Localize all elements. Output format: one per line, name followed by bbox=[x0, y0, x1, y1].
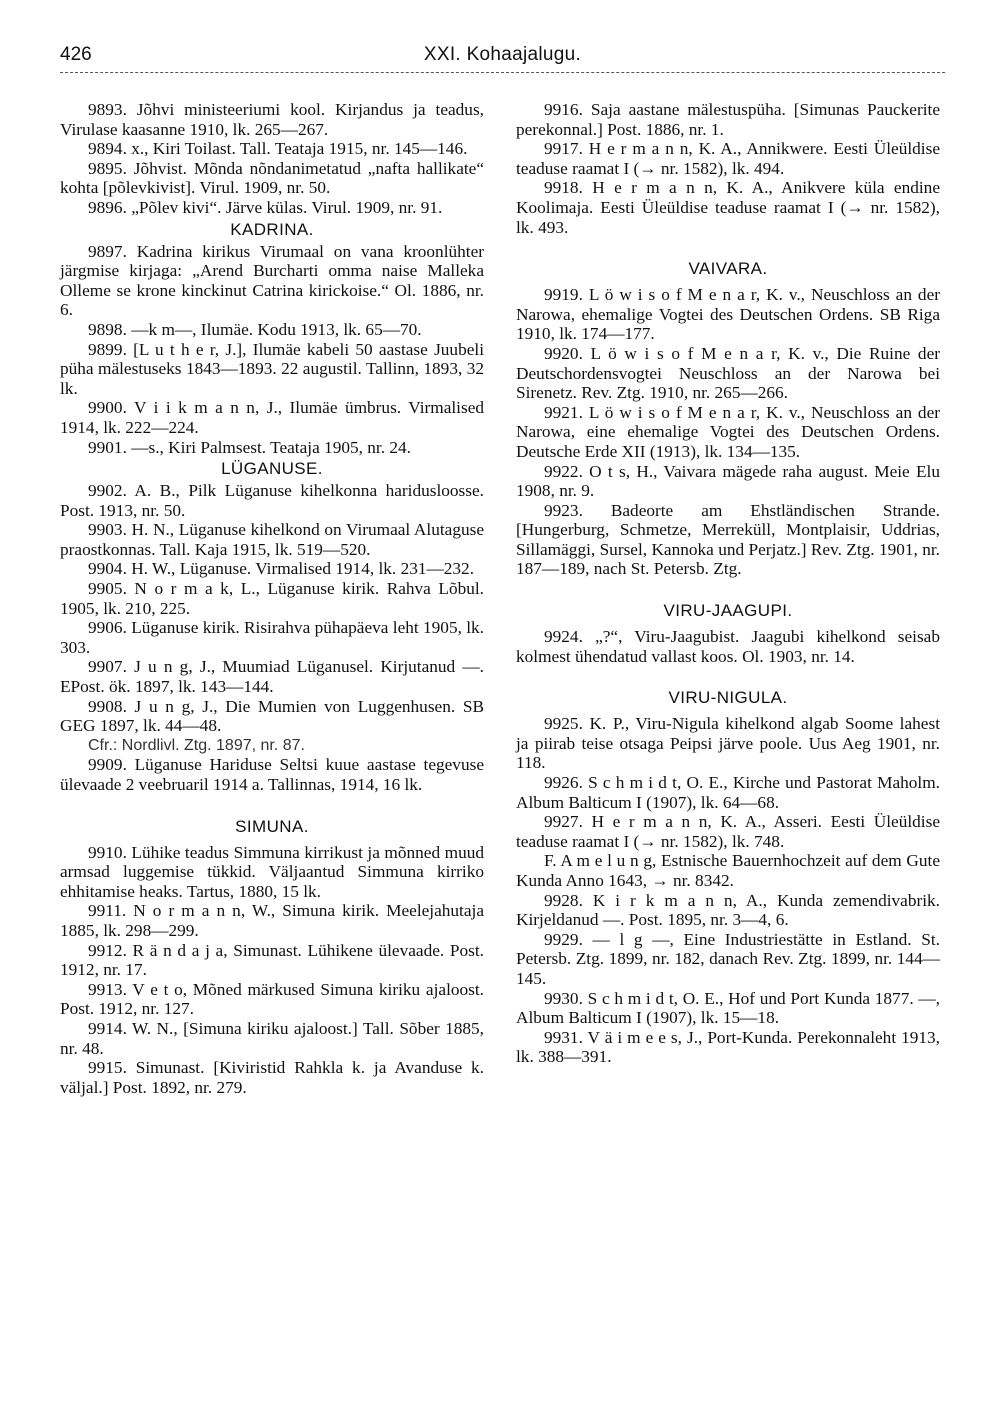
bibliography-entry: 9924. „?“, Viru-Jaagubist. Jaagubi kihelkond seisab kolmest ühendatud vallast koos. Ol. 1903, nr. 14. bbox=[516, 627, 940, 666]
running-title: XXI. Kohaajalugu. bbox=[423, 44, 582, 65]
bibliography-entry: 9913. V e t o, Mõned märkused Simuna kiriku ajaloost. Post. 1912, nr. 127. bbox=[60, 979, 484, 1019]
bibliography-entry: 9927. H e r m a n n, K. A., Asseri. Eesti Üleüldise teaduse raamat I (→ nr. 1582), lk. 748. bbox=[516, 812, 940, 851]
bibliography-entry: 9928. K i r k m a n n, A., Kunda zemendivabrik. Kirjeldanud —. Post. 1895, nr. 3—4, 6. bbox=[516, 890, 940, 930]
bibliography-entry: 9910. Lühike teadus Simmuna kirrikust ja mõnned muud armsad luggemise tükkid. Väljaantud Simmuna kirriko ehhitamise heaks. Tartus, 1880, 15 lk. bbox=[60, 842, 484, 901]
section-heading: VAIVARA. bbox=[688, 259, 768, 279]
bibliography-entry: 9907. J u n g, J., Muumiad Lüganusel. Kirjutanud —. EPost. ök. 1897, lk. 143—144. bbox=[60, 657, 484, 697]
bibliography-entry: 9914. W. N., [Simuna kiriku ajaloost.] Tall. Sõber 1885, nr. 48. bbox=[60, 1018, 484, 1058]
bibliography-entry: 9916. Saja aastane mälestuspüha. [Simunas Pauckerite perekonnal.] Post. 1886, nr. 1. bbox=[516, 100, 940, 139]
bibliography-entry: 9922. O t s, H., Vaivara mägede raha august. Meie Elu 1908, nr. 9. bbox=[516, 461, 940, 501]
section-heading: KADRINA. bbox=[230, 219, 314, 239]
bibliography-entry: 9893. Jõhvi ministeeriumi kool. Kirjandus ja teadus, Virulase kaasanne 1910, lk. 265—267. bbox=[60, 100, 484, 139]
bibliography-entry: F. A m e l u n g, Estnische Bauernhochzeit auf dem Gute Kunda Anno 1643, → nr. 8342. bbox=[516, 851, 940, 890]
bibliography-entry: 9905. N o r m a k, L., Lüganuse kirik. Rahva Lõbul. 1905, lk. 210, 225. bbox=[60, 579, 484, 618]
section-heading: VIRU-NIGULA. bbox=[668, 688, 788, 708]
section-heading: VIRU-JAAGUPI. bbox=[663, 601, 793, 621]
bibliography-entry: 9918. H e r m a n n, K. A., Anikvere küla endine Koolimaja. Eesti Üleüldise teaduse raamat I (→ nr. 1582), lk. 493. bbox=[516, 178, 940, 237]
right-column bbox=[516, 100, 940, 1067]
bibliography-entry: 9897. Kadrina kirikus Virumaal on vana kroonlühter järgmise kirjaga: „Arend Burcharti omma naise Malleka Olleme se krone kinckinut Catrina kirickoise.“ Ol. 1886, nr. 6. bbox=[60, 241, 484, 320]
section-heading: SIMUNA. bbox=[235, 816, 309, 836]
bibliography-entry: 9923. Badeorte am Ehstländischen Strande. [Hungerburg, Schmetze, Merreküll, Montplaisir, Uddrias, Sillamäggi, Sursel, Kannoka und Perjatz.] Rev. Ztg. 1901, nr. 187—189, nach St. Petersb. Ztg. bbox=[516, 500, 940, 579]
bibliography-entry: 9915. Simunast. [Kiviristid Rahkla k. ja Avanduse k. väljal.] Post. 1892, nr. 279. bbox=[60, 1058, 484, 1097]
bibliography-entry: 9895. Jõhvist. Mõnda nõndanimetatud „nafta hallikate“ kohta [põlevkivist]. Virul. 1909, nr. 50. bbox=[60, 158, 484, 198]
left-column bbox=[60, 100, 484, 1097]
bibliography-entry: 9930. S c h m i d t, O. E., Hof und Port Kunda 1877. —, Album Balticum I (1907), lk. 15—18. bbox=[516, 988, 940, 1028]
bibliography-entry: 9926. S c h m i d t, O. E., Kirche und Pastorat Maholm. Album Balticum I (1907), lk. 64—68. bbox=[516, 773, 940, 812]
bibliography-entry: 9896. „Põlev kivi“. Järve külas. Virul. 1909, nr. 91. bbox=[88, 197, 443, 217]
bibliography-entry: 9902. A. B., Pilk Lüganuse kihelkonna haridusloosse. Post. 1913, nr. 50. bbox=[60, 481, 484, 520]
bibliography-entry: 9894. x., Kiri Toilast. Tall. Teataja 1915, nr. 145—146. bbox=[88, 139, 468, 159]
bibliography-entry: 9900. V i i k m a n n, J., Ilumäe ümbrus. Virmalised 1914, lk. 222—224. bbox=[60, 398, 484, 437]
section-heading: LÜGANUSE. bbox=[221, 459, 323, 479]
bibliography-entry: 9903. H. N., Lüganuse kihelkond on Virumaal Alutaguse praostkonnas. Tall. Kaja 1915, lk. 519—520. bbox=[60, 520, 484, 559]
bibliography-entry: 9904. H. W., Lüganuse. Virmalised 1914, lk. 231—232. bbox=[88, 559, 475, 579]
bibliography-entry: 9899. [L u t h e r, J.], Ilumäe kabeli 50 aastase Juubeli püha mälestuseks 1843—1893. 22 augustil. Tallinn, 1893, 32 lk. bbox=[60, 339, 484, 398]
bibliography-entry: 9906. Lüganuse kirik. Risirahva pühapäeva leht 1905, lk. 303. bbox=[60, 618, 484, 657]
bibliography-entry: 9911. N o r m a n n, W., Simuna kirik. Meelejahutaja 1885, lk. 298—299. bbox=[60, 901, 484, 940]
bibliography-entry: 9912. R ä n d a j a, Simunast. Lühikene ülevaade. Post. 1912, nr. 17. bbox=[60, 940, 484, 980]
bibliography-entry: 9919. L ö w i s o f M e n a r, K. v., Neuschloss an der Narowa, ehemalige Vogtei des Deutschen Ordens. SB Riga 1910, lk. 174—177. bbox=[516, 285, 940, 344]
bibliography-entry: 9917. H e r m a n n, K. A., Annikwere. Eesti Üleüldise teaduse raamat I (→ nr. 1582), lk. 494. bbox=[516, 139, 940, 178]
header-rule bbox=[60, 72, 945, 73]
bibliography-entry: 9929. — l g —, Eine Industriestätte in Estland. St. Petersb. Ztg. 1899, nr. 182, danach Rev. Ztg. 1899, nr. 144—145. bbox=[516, 929, 940, 988]
bibliography-entry: 9898. —k m—, Ilumäe. Kodu 1913, lk. 65—70. bbox=[88, 319, 422, 339]
cross-reference: Cfr.: Nordlivl. Ztg. 1897, nr. 87. bbox=[88, 736, 305, 754]
bibliography-entry: 9921. L ö w i s o f M e n a r, K. v., Neuschloss an der Narowa, eine ehemalige Vogtei des Deutschen Ordens. Deutsche Erde XII (1913), lk. 134—135. bbox=[516, 402, 940, 461]
bibliography-entry: 9909. Lüganuse Hariduse Seltsi kuue aastase tegevuse ülevaade 2 veebruaril 1914 a. Tallinnas, 1914, 16 lk. bbox=[60, 755, 484, 794]
bibliography-entry: 9901. —s., Kiri Palmsest. Teataja 1905, nr. 24. bbox=[88, 437, 411, 457]
bibliography-entry: 9925. K. P., Viru-Nigula kihelkond algab Soome lahest ja piirab teise otsaga Peipsi järve poole. Uus Aeg 1901, nr. 118. bbox=[516, 714, 940, 773]
page-number: 426 bbox=[60, 44, 92, 65]
bibliography-entry: 9931. V ä i m e e s, J., Port-Kunda. Perekonnaleht 1913, lk. 388—391. bbox=[516, 1027, 940, 1067]
page-header bbox=[60, 44, 945, 74]
bibliography-entry: 9920. L ö w i s o f M e n a r, K. v., Die Ruine der Deutschordensvogtei Neuschloss an der Narowa bei Sirenetz. Rev. Ztg. 1910, nr. 265—266. bbox=[516, 343, 940, 403]
bibliography-entry: 9908. J u n g, J., Die Mumien von Luggenhusen. SB GEG 1897, lk. 44—48. bbox=[60, 696, 484, 736]
